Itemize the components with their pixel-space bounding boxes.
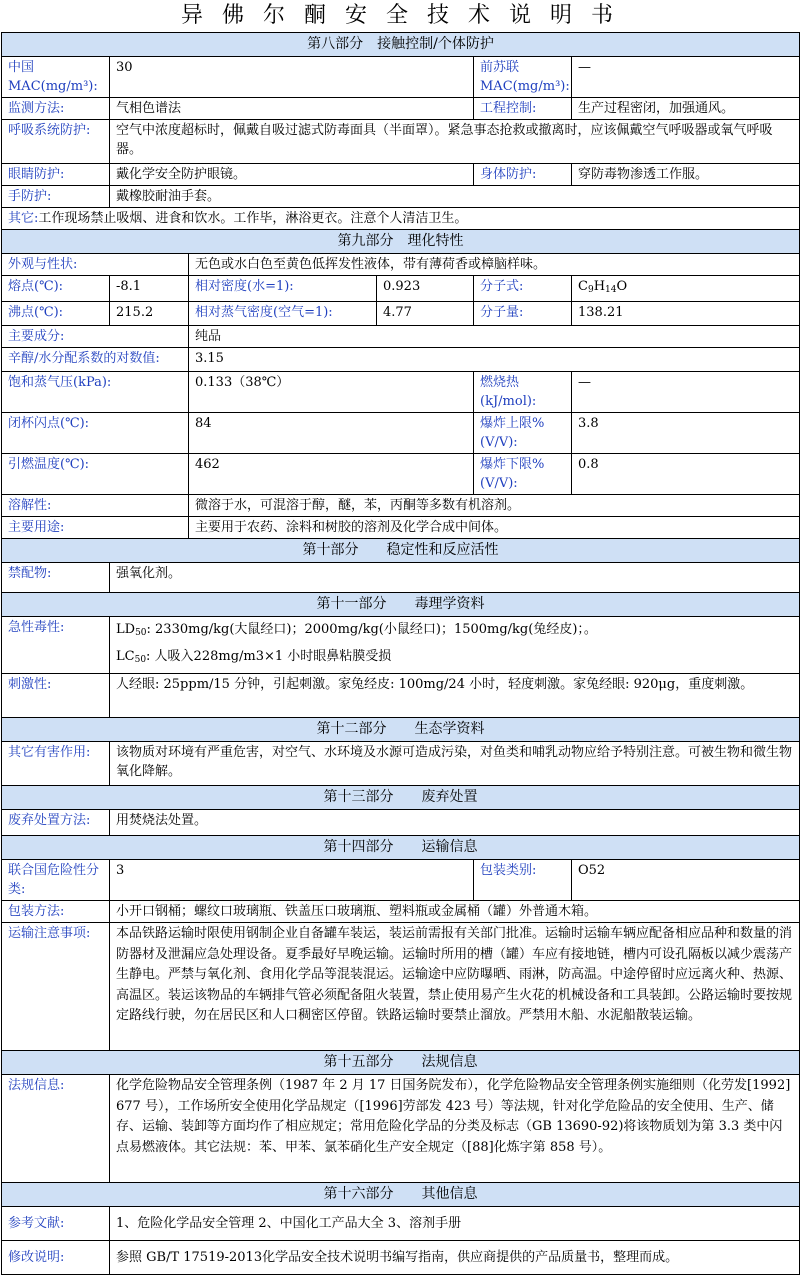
references-label: 参考文献:: [2, 1207, 110, 1241]
eye-protect-value: 戴化学安全防护眼镜。: [110, 164, 474, 186]
regulation-label: 法规信息:: [2, 1075, 110, 1183]
formula-h-count: 14: [605, 285, 617, 295]
uel-label: 爆炸上限%(V/V):: [474, 413, 572, 454]
packing-method-label: 包装方法:: [2, 901, 110, 923]
mol-weight-label: 分子量:: [474, 302, 572, 326]
usage-label: 主要用途:: [2, 517, 189, 539]
ld-sub: 50: [135, 628, 147, 638]
section-16-heading: 第十六部分 其他信息: [2, 1183, 800, 1207]
transport-notes-label: 运输注意事项:: [2, 923, 110, 1051]
formula-value: [572, 276, 800, 302]
body-protect-value: 穿防毒物渗透工作服。: [572, 164, 800, 186]
other-value: 工作现场禁止吸烟、进食和饮水。工作毕，淋浴更衣。注意个人清洁卫生。: [38, 211, 468, 226]
lc-prefix: LC: [116, 649, 135, 664]
flash-point-value: 84: [189, 413, 474, 454]
document-title: 异 佛 尔 酮 安 全 技 术 说 明 书: [181, 3, 619, 28]
incompatible-label: 禁配物:: [2, 563, 110, 593]
monitor-value: 气相色谱法: [110, 98, 474, 120]
disposal-value: 用焚烧法处置。: [110, 810, 800, 836]
flash-point-label: 闭杯闪点(℃):: [2, 413, 189, 454]
formula-c: C: [578, 279, 588, 294]
mac-cn-value: 30: [110, 57, 474, 98]
formula-c-count: 9: [587, 285, 594, 295]
vapor-density-value: 4.77: [377, 302, 474, 326]
section-9-heading: 第九部分 理化特性: [2, 230, 800, 254]
eye-protect-label: 眼睛防护:: [2, 164, 110, 186]
heat-combustion-value: —: [572, 372, 800, 413]
mol-weight-value: 138.21: [572, 302, 800, 326]
irritation-value: 人经眼: 25ppm/15 分钟，引起刺激。家兔经皮: 100mg/24 小时，轻度刺激。家兔经眼: 920μg，重度刺激。: [110, 674, 800, 718]
irritation-label: 刺激性:: [2, 674, 110, 718]
melting-point-value: -8.1: [110, 276, 189, 302]
section-8-heading: 第八部分 接触控制/个体防护: [2, 33, 800, 57]
lel-label: 爆炸下限%(V/V):: [474, 454, 572, 495]
revision-value: 参照 GB/T 17519-2013化学品安全技术说明书编写指南，供应商提供的产品质量书，整理而成。: [110, 1241, 800, 1275]
other-row: [2, 208, 800, 230]
acute-toxicity-value: [110, 617, 800, 674]
section-12-heading: 第十二部分 生态学资料: [2, 718, 800, 742]
mac-cn-label: 中国 MAC(mg/m³):: [2, 57, 110, 98]
disposal-label: 废弃处置方法:: [2, 810, 110, 836]
section-13-heading: 第十三部分 废弃处置: [2, 786, 800, 810]
boiling-point-label: 沸点(℃):: [2, 302, 110, 326]
formula-label: 分子式:: [474, 276, 572, 302]
heat-combustion-label: 燃烧热(kJ/mol):: [474, 372, 572, 413]
uel-value: 3.8: [572, 413, 800, 454]
formula-o: O: [616, 279, 628, 294]
hand-protect-label: 手防护:: [2, 186, 110, 208]
boiling-point-value: 215.2: [110, 302, 189, 326]
appearance-label: 外观与性状:: [2, 254, 189, 276]
section-10-heading: 第十部分 稳定性和反应活性: [2, 539, 800, 563]
un-class-value: 3: [110, 860, 474, 901]
packing-category-label: 包装类别:: [474, 860, 572, 901]
section-14-heading: 第十四部分 运输信息: [2, 836, 800, 860]
packing-method-value: 小开口钢桶；螺纹口玻璃瓶、铁盖压口玻璃瓶、塑料瓶或金属桶（罐）外普通木箱。: [110, 901, 800, 923]
monitor-label: 监测方法:: [2, 98, 110, 120]
solubility-label: 溶解性:: [2, 495, 189, 517]
lel-value: 0.8: [572, 454, 800, 495]
composition-label: 主要成分:: [2, 326, 189, 348]
composition-value: 纯品: [189, 326, 800, 348]
vapor-density-label: 相对蒸气密度(空气=1):: [189, 302, 377, 326]
incompatible-value: 强氧化剂。: [110, 563, 800, 593]
lc-sub: 50: [134, 655, 147, 665]
other-label: 其它:: [8, 211, 39, 226]
melting-point-label: 熔点(℃):: [2, 276, 110, 302]
vapor-pressure-value: 0.133（38℃）: [189, 372, 474, 413]
un-class-label: 联合国危险性分类:: [2, 860, 110, 901]
other-harm-value: 该物质对环境有严重危害，对空气、水环境及水源可造成污染，对鱼类和哺乳动物应给予特别注意。可被生物和微生物氧化降解。: [110, 742, 800, 786]
rel-density-label: 相对密度(水=1):: [189, 276, 377, 302]
revision-label: 修改说明:: [2, 1241, 110, 1275]
vapor-pressure-label: 饱和蒸气压(kPa):: [2, 372, 189, 413]
lc-text: : 人吸入228mg/m3×1 小时眼鼻粘膜受损: [146, 649, 392, 664]
body-protect-label: 身体防护:: [474, 164, 572, 186]
ld50-line: [116, 618, 793, 645]
other-harm-label: 其它有害作用:: [2, 742, 110, 786]
section-15-heading: 第十五部分 法规信息: [2, 1051, 800, 1075]
usage-value: 主要用于农药、涂料和树胶的溶剂及化学合成中间体。: [189, 517, 800, 539]
lc50-line: [116, 645, 793, 672]
references-value: 1、危险化学品安全管理 2、中国化工产品大全 3、溶剂手册: [110, 1207, 800, 1241]
hand-protect-value: 戴橡胶耐油手套。: [110, 186, 800, 208]
transport-notes-value: 本品铁路运输时限使用钢制企业自备罐车装运，装运前需报有关部门批准。运输时运输车辆应配备相应品种和数量的消防器材及泄漏应急处理设备。夏季最好早晚运输。运输时所用的槽（罐）车应有接地链，槽内可设孔隔板以减少震荡产生静电。严禁与氧化剂、食用化学品等混装混运。运输途中应防曝晒、雨淋，防高温。中途停留时应远离火种、热源、高温区。装运该物品的车辆排气管必须配备阻火装置，禁止使用易产生火花的机械设备和工具装卸。公路运输时要按规定路线行驶，勿在居民区和人口稠密区停留。铁路运输时要禁止溜放。严禁用木船、水泥船散装运输。: [110, 923, 800, 1051]
appearance-value: 无色或水白色至黄色低挥发性液体，带有薄荷香或樟脑样味。: [189, 254, 800, 276]
packing-category-value: O52: [572, 860, 800, 901]
resp-protect-label: 呼吸系统防护:: [2, 120, 110, 164]
eng-control-label: 工程控制:: [474, 98, 572, 120]
ld-text: : 2330mg/kg(大鼠经口)；2000mg/kg(小鼠经口)；1500mg/kg(兔经皮)；。: [146, 622, 597, 637]
acute-toxicity-label: 急性毒性:: [2, 617, 110, 674]
eng-control-value: 生产过程密闭，加强通风。: [572, 98, 800, 120]
autoignition-label: 引燃温度(℃):: [2, 454, 189, 495]
mac-ussr-value: —: [572, 57, 800, 98]
logp-label: 辛醇/水分配系数的对数值:: [2, 348, 189, 372]
ld-prefix: LD: [116, 622, 136, 637]
formula-h: H: [593, 279, 606, 294]
sds-table: [1, 32, 800, 1275]
rel-density-value: 0.923: [377, 276, 474, 302]
solubility-value: 微溶于水，可混溶于醇，醚，苯，丙酮等多数有机溶剂。: [189, 495, 800, 517]
regulation-value: 化学危险物品安全管理条例（1987 年 2 月 17 日国务院发布），化学危险物品安全管理条例实施细则（化劳发[1992] 677 号），工作场所安全使用化学品规定（[1996]劳部发 423 号）等法规，针对化学危险品的安全使用、生产、储存、运输、装卸等方面均作了相应规定；常用危险化学品的分类及标志（GB 13690-92)将该物质划为第 3.3 类中闪点易燃液体。其它法规：苯、甲苯、氯苯硝化生产安全规定（[88]化炼字第 858 号）。: [110, 1075, 800, 1183]
resp-protect-value: 空气中浓度超标时，佩戴自吸过滤式防毒面具（半面罩）。紧急事态抢救或撤离时，应该佩戴空气呼吸器或氧气呼吸器。: [110, 120, 800, 164]
autoignition-value: 462: [189, 454, 474, 495]
logp-value: 3.15: [189, 348, 800, 372]
section-11-heading: 第十一部分 毒理学资料: [2, 593, 800, 617]
mac-ussr-label: 前苏联MAC(mg/m³):: [474, 57, 572, 98]
